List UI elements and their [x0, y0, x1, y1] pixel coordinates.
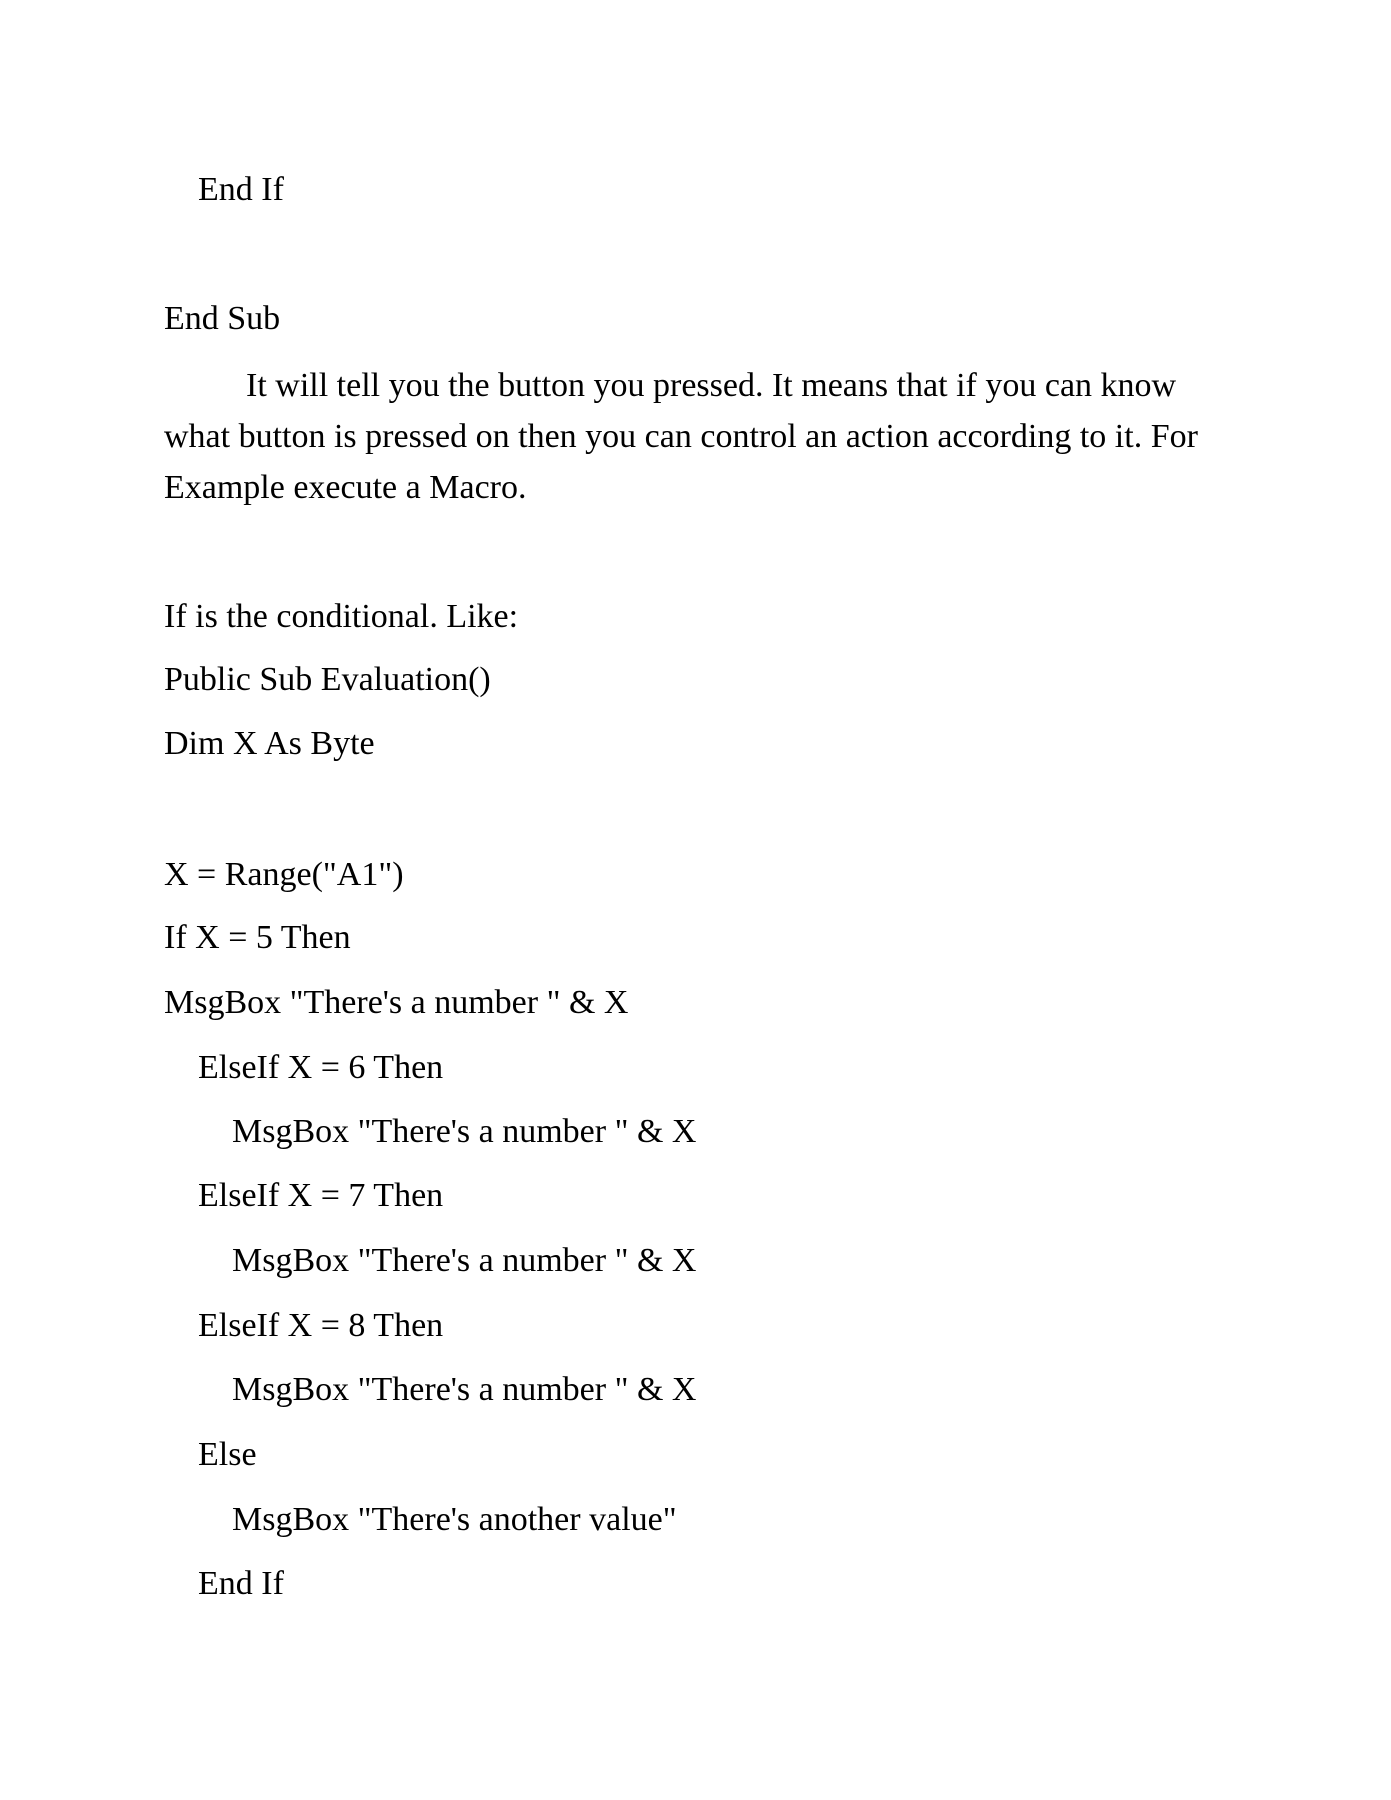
code-line-else: Else — [198, 1436, 257, 1473]
code-line-end-if-bottom: End If — [198, 1565, 284, 1602]
text-line-conditional-intro: If is the conditional. Like: — [164, 598, 519, 635]
code-line-msgbox-4: MsgBox "There's a number " & X — [232, 1371, 697, 1408]
code-line-dim: Dim X As Byte — [164, 725, 375, 762]
code-line-msgbox-2: MsgBox "There's a number " & X — [232, 1113, 697, 1150]
code-line-msgbox-3: MsgBox "There's a number " & X — [232, 1242, 697, 1279]
code-line-msgbox-1: MsgBox "There's a number " & X — [164, 984, 629, 1021]
code-line-msgbox-another: MsgBox "There's another value" — [232, 1501, 677, 1538]
code-line-if-5: If X = 5 Then — [164, 919, 351, 956]
code-line-end-if-top: End If — [198, 171, 284, 208]
body-paragraph: It will tell you the button you pressed. It means that if you can know what button is pressed on then you can control an action according to it. For Example execute a Macro. — [164, 367, 1198, 506]
code-line-elseif-8: ElseIf X = 8 Then — [198, 1307, 444, 1344]
code-line-range: X = Range("A1") — [164, 856, 404, 893]
code-line-elseif-6: ElseIf X = 6 Then — [198, 1049, 444, 1086]
code-line-public-sub: Public Sub Evaluation() — [164, 661, 491, 698]
code-line-elseif-7: ElseIf X = 7 Then — [198, 1177, 444, 1214]
code-line-end-sub: End Sub — [164, 300, 281, 337]
